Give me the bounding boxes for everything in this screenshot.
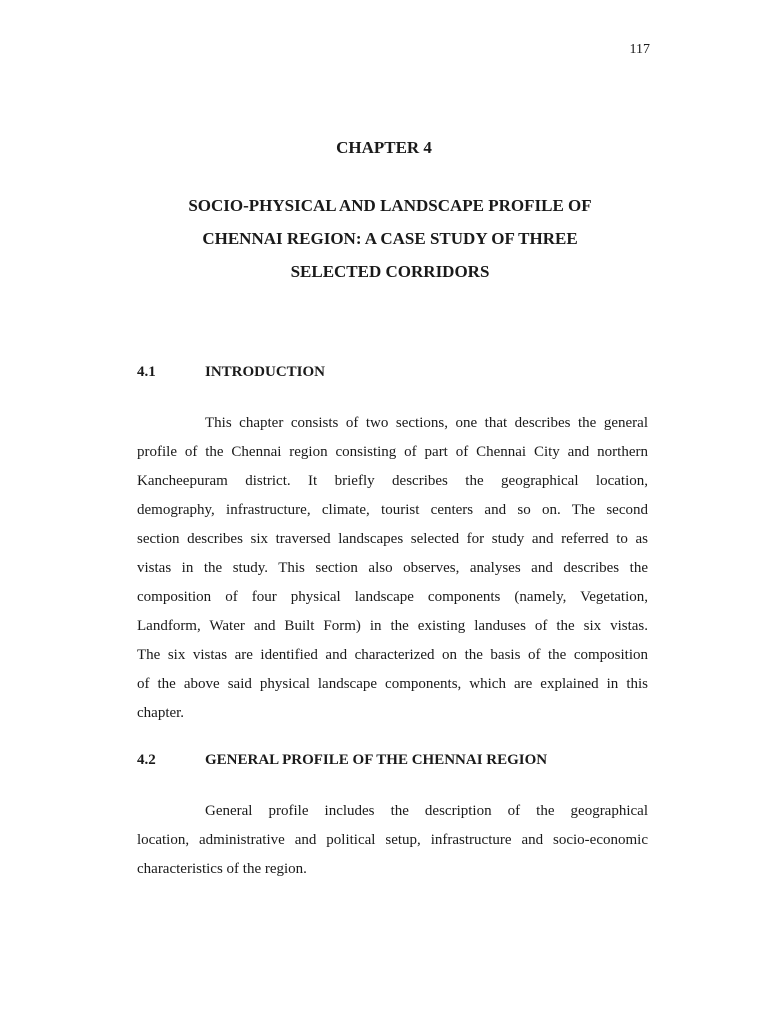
chapter-title-line: SELECTED CORRIDORS — [290, 262, 490, 281]
chapter-title — [130, 189, 650, 288]
chapter-heading: CHAPTER 4 — [336, 138, 432, 157]
paragraph-line: profile of the Chennai region consisting of part of Chennai City and northern — [137, 444, 648, 460]
paragraph-line: Kancheepuram district. It briefly describes the geographical location, — [137, 473, 648, 489]
paragraph-line: The six vistas are identified and characterized on the basis of the composition — [137, 647, 648, 663]
paragraph-line: demography, infrastructure, climate, tourist centers and so on. The second — [137, 502, 648, 518]
section-number: 4.1 — [137, 364, 156, 380]
paragraph-line: This chapter consists of two sections, one that describes the general — [205, 415, 648, 431]
paragraph-line: General profile includes the description of the geographical — [205, 803, 648, 819]
section-number: 4.2 — [137, 752, 156, 768]
paragraph-line: Landform, Water and Built Form) in the existing landuses of the six vistas. — [137, 618, 648, 634]
chapter-title-line: SOCIO-PHYSICAL AND LANDSCAPE PROFILE OF — [188, 196, 592, 215]
paragraph-line: vistas in the study. This section also observes, analyses and describes the — [137, 560, 648, 576]
paragraph-line: chapter. — [137, 705, 185, 721]
paragraph-line: location, administrative and political setup, infrastructure and socio-economic — [137, 832, 648, 848]
section-heading-general-profile — [137, 752, 657, 769]
paragraph-line: characteristics of the region. — [137, 861, 307, 877]
paragraph-line: of the above said physical landscape components, which are explained in this — [137, 676, 648, 692]
page-number: 117 — [629, 42, 650, 57]
general-profile-paragraph — [137, 797, 648, 884]
introduction-paragraph — [137, 409, 648, 728]
section-heading-introduction — [137, 364, 657, 381]
chapter-title-line: CHENNAI REGION: A CASE STUDY OF THREE — [202, 229, 578, 248]
section-title: INTRODUCTION — [205, 364, 326, 380]
section-title: GENERAL PROFILE OF THE CHENNAI REGION — [205, 752, 548, 768]
paragraph-line: section describes six traversed landscapes selected for study and referred to as — [137, 531, 648, 547]
paragraph-line: composition of four physical landscape components (namely, Vegetation, — [137, 589, 648, 605]
